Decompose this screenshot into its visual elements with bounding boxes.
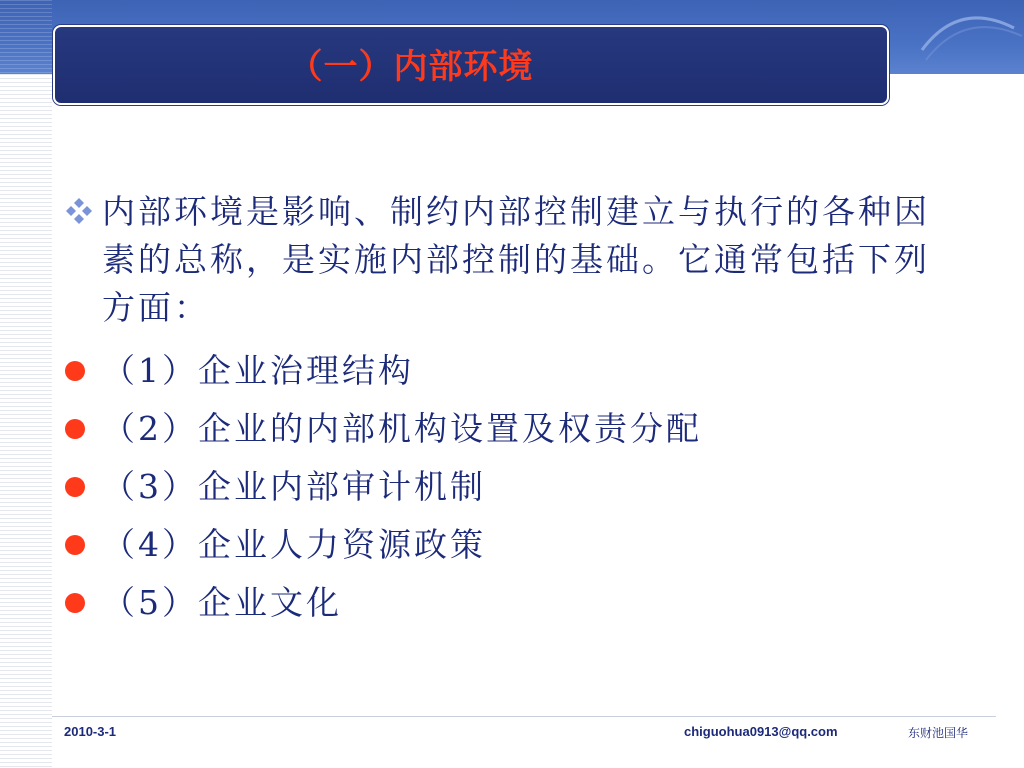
list-item xyxy=(62,400,962,458)
list-item xyxy=(62,458,962,516)
footer-email: chiguohua0913@qq.com xyxy=(684,724,838,739)
footer-date: 2010-3-1 xyxy=(64,724,117,739)
red-dot-icon xyxy=(65,535,85,555)
list-item-label: （3）企业内部审计机制 xyxy=(102,467,486,506)
list-item-label: （4）企业人力资源政策 xyxy=(102,525,486,564)
list-item-label: （2）企业的内部机构设置及权责分配 xyxy=(102,409,702,448)
footer-author: 东财池国华 xyxy=(908,726,969,740)
title-box xyxy=(53,25,889,105)
list-item xyxy=(62,516,962,574)
bullet-list xyxy=(62,342,962,632)
list-item xyxy=(62,574,962,632)
left-stripe-decoration xyxy=(0,74,52,768)
red-dot-icon xyxy=(65,419,85,439)
diamond-cluster-icon xyxy=(64,196,94,226)
intro-text: 内部环境是影响、制约内部控制建立与执行的各种因素的总称，是实施内部控制的基础。它通常包括下列方面： xyxy=(102,192,930,327)
red-dot-icon xyxy=(65,593,85,613)
slide-title: （一）内部环境 xyxy=(288,47,534,87)
red-dot-icon xyxy=(65,361,85,381)
list-item-label: （1）企业治理结构 xyxy=(102,351,414,390)
list-item xyxy=(62,342,962,400)
red-dot-icon xyxy=(65,477,85,497)
intro-paragraph xyxy=(62,188,952,332)
list-item-label: （5）企业文化 xyxy=(102,583,342,622)
header-stripes xyxy=(0,0,52,74)
slide-content xyxy=(62,188,962,632)
footer-divider xyxy=(52,716,996,717)
corner-arc-decoration xyxy=(904,0,1024,74)
